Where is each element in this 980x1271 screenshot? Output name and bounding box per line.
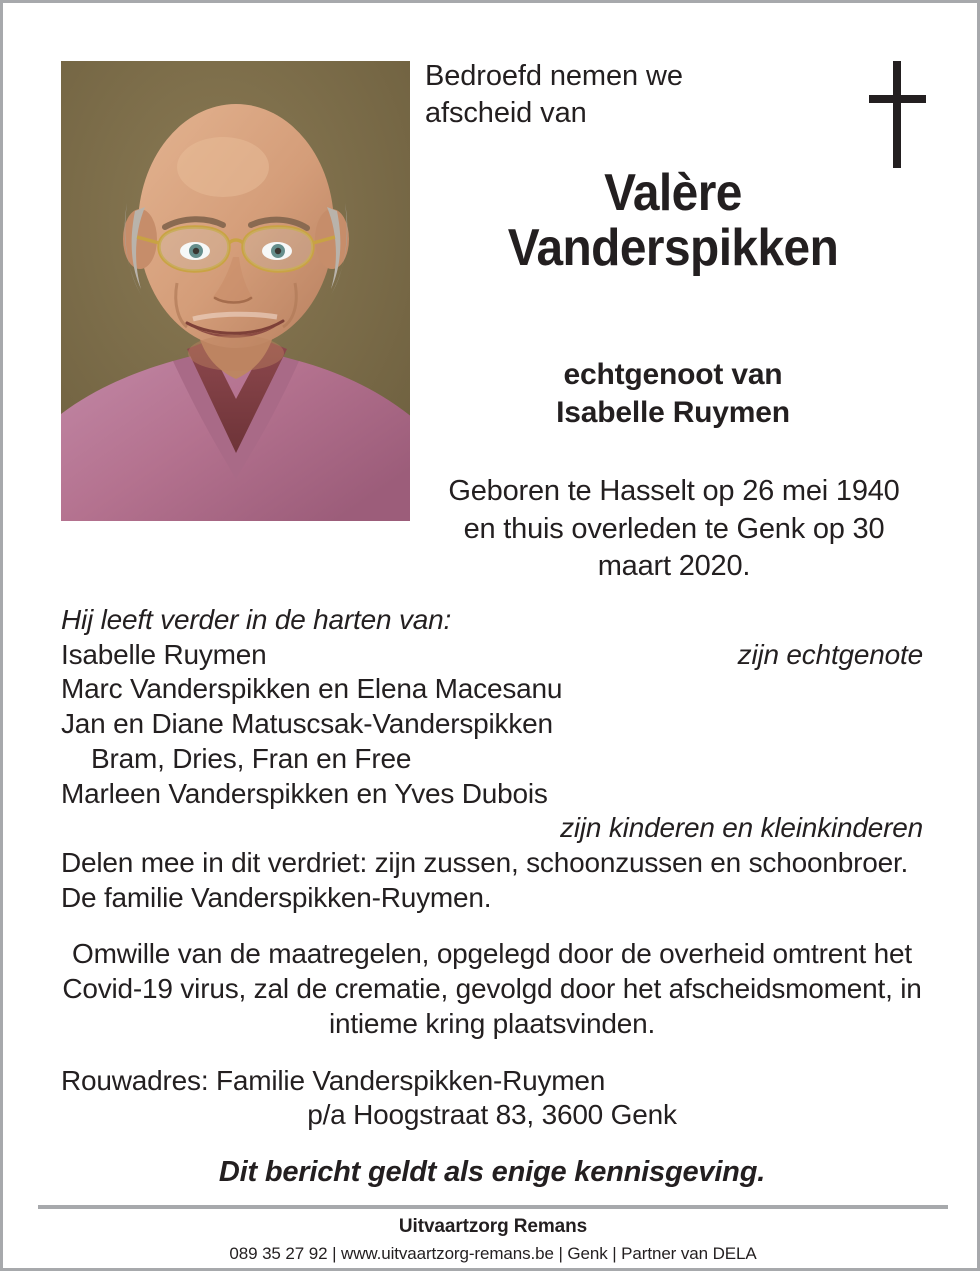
grandchildren-list: Bram, Dries, Fran en Free: [91, 742, 412, 774]
footer-divider: [38, 1205, 948, 1209]
card-header-area: [3, 3, 977, 583]
children-relation-label: zijn kinderen en kleinkinderen: [560, 812, 923, 844]
deceased-first-name: Valère: [604, 164, 742, 222]
spacer-3: [61, 1133, 923, 1155]
spouse-label: echtgenoot van: [563, 358, 783, 391]
survivor-name: Isabelle Ruymen: [61, 638, 267, 670]
spacer-1: [61, 915, 923, 937]
survivors-heading: Hij leeft verder in de harten van:: [61, 604, 452, 635]
birth-death-text: Geboren te Hasselt op 26 mei 1940 en thuis overleden te Genk op 30 maart 2020.: [448, 475, 900, 583]
cross-horizontal-bar: [869, 95, 926, 103]
spacer-2: [61, 1042, 923, 1064]
spouse-block: [423, 356, 923, 432]
mourning-address-line-1: Rouwadres: Familie Vanderspikken-Ruymen: [61, 1064, 606, 1096]
card-body: [61, 603, 923, 1191]
survivor-relation: zijn echtgenote: [737, 638, 923, 670]
deceased-name: [443, 166, 903, 276]
closing-statement: Dit bericht geldt als enige kennisgeving.: [218, 1156, 766, 1189]
survivor-row-child-3: Marleen Vanderspikken en Yves Dubois: [61, 777, 548, 809]
covid-notice-text: Omwille van de maatregelen, opgelegd door de overheid omtrent het Covid-19 virus, zal de crematie, gevolgd door het afscheidsmoment, in intieme kring plaatsvinden.: [62, 938, 922, 1039]
deceased-last-name: Vanderspikken: [507, 219, 839, 278]
mourning-address-line-2: p/a Hoogstraat 83, 3600 Genk: [307, 1099, 677, 1131]
cross-vertical-bar: [893, 61, 901, 168]
survivor-row-child-2: Jan en Diane Matuscsak-Vanderspikken: [61, 708, 553, 740]
survivor-row-spouse: [61, 638, 923, 673]
cross-icon: [869, 61, 927, 169]
funeral-home-name: Uitvaartzorg Remans: [398, 1216, 588, 1237]
spouse-name: Isabelle Ruymen: [556, 396, 790, 430]
portrait-photo: [61, 61, 410, 521]
footer: [3, 1213, 980, 1266]
survivor-row-child-1: Marc Vanderspikken en Elena Macesanu: [61, 673, 563, 705]
portrait-illustration: [61, 61, 410, 521]
intro-text: [425, 58, 845, 131]
intro-line-1: Bedroefd nemen we: [425, 60, 683, 92]
funeral-home-contact: 089 35 27 92 | www.uitvaartzorg-remans.be | Genk | Partner van DELA: [229, 1243, 757, 1263]
condolences-text: Delen mee in dit verdriet: zijn zussen, schoonzussen en schoonbroer. De familie Vanderspikken-Ruymen.: [61, 847, 909, 913]
intro-line-2: afscheid van: [425, 96, 587, 129]
